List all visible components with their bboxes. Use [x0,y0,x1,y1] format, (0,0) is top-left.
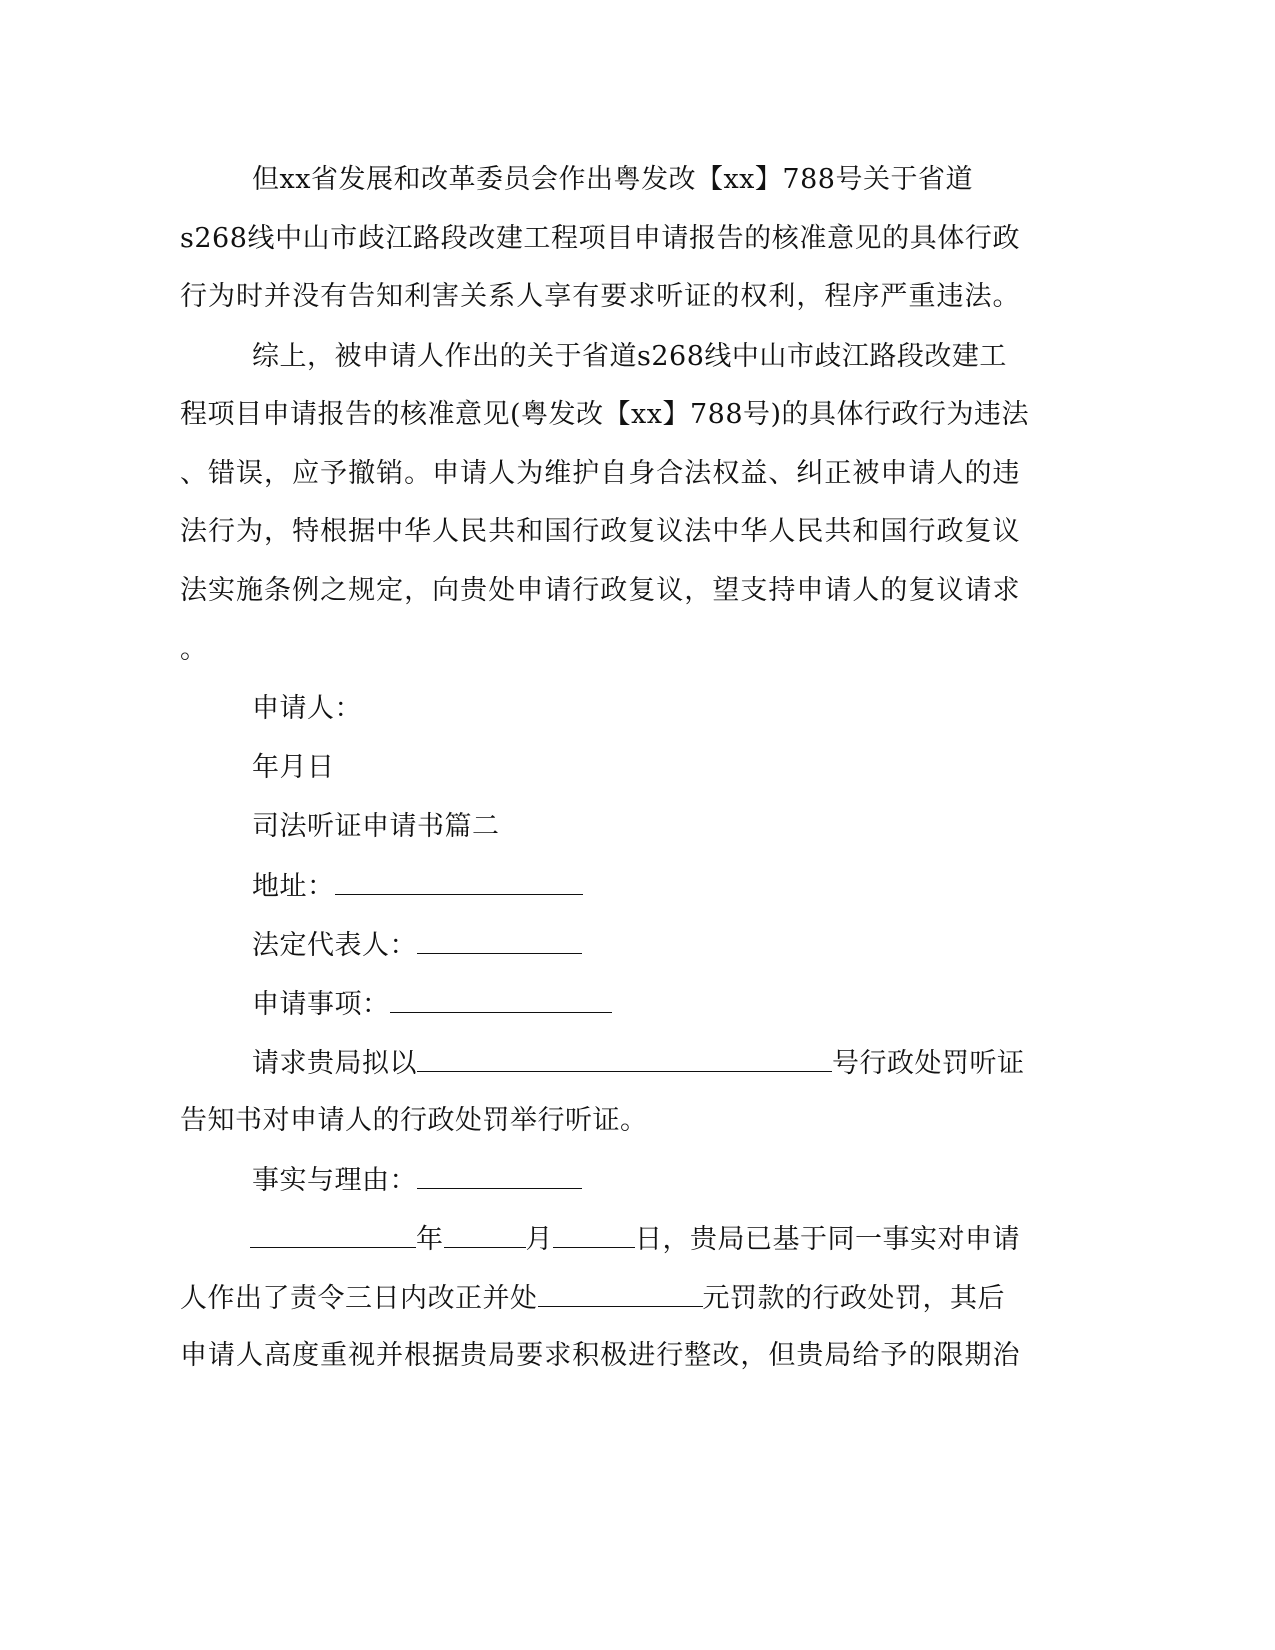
para2-line4: 法行为，特根据中华人民共和国行政复议法中华人民共和国行政复议 [180,516,1020,547]
month-blank [444,1221,526,1248]
facts-line2 [180,1280,1005,1316]
facts-line3: 申请人高度重视并根据贵局要求积极进行整改，但贵局给予的限期治 [180,1340,1020,1371]
para2-line2: 程项目申请报告的核准意见(粤发改【xx】788号)的具体行政行为违法 [180,399,1030,430]
month-text: 月 [525,1224,553,1255]
para1-line2: s268线中山市歧江路段改建工程项目申请报告的核准意见的具体行政 [180,223,1020,254]
para1-line1: 但xx省发展和改革委员会作出粤发改【xx】788号关于省道 [252,164,973,195]
para2-line5: 法实施条例之规定，向贵处申请行政复议，望支持申请人的复议请求 [180,575,1020,606]
para2-line1: 综上，被申请人作出的关于省道s268线中山市歧江路段改建工 [252,341,1007,372]
matter-row [252,986,612,1022]
para2-line3: 、错误，应予撤销。申请人为维护自身合法权益、纠正被申请人的违 [180,458,1020,489]
fine-blank [538,1280,703,1307]
request-blank [417,1045,832,1072]
legal-rep-blank [417,927,582,954]
facts-blank [417,1162,582,1189]
para2-line6: 。 [180,634,208,665]
day-blank [553,1221,635,1248]
section-title: 司法听证申请书篇二 [252,811,500,842]
request-prefix: 请求贵局拟以 [252,1048,417,1079]
facts-row [252,1162,582,1198]
day-text: 日，贵局已基于同一事实对申请 [635,1224,1020,1255]
year-blank [250,1221,416,1248]
facts-line1 [250,1221,1020,1257]
address-row [252,868,583,904]
date-label: 年月日 [252,752,335,783]
request-line1 [252,1045,1025,1081]
para1-line3: 行为时并没有告知利害关系人享有要求听证的权利，程序严重违法。 [180,281,1020,312]
facts-line2-prefix: 人作出了责令三日内改正并处 [180,1283,538,1314]
matter-blank [390,986,612,1013]
facts-label: 事实与理由： [252,1165,417,1196]
matter-label: 申请事项： [252,989,390,1020]
year-text: 年 [416,1224,444,1255]
request-suffix: 号行政处罚听证 [832,1048,1025,1079]
legal-rep-label: 法定代表人： [252,930,417,961]
facts-line2-suffix: 元罚款的行政处罚，其后 [702,1283,1005,1314]
applicant-label: 申请人： [252,693,362,724]
request-line2: 告知书对申请人的行政处罚举行听证。 [180,1105,648,1136]
legal-rep-row [252,927,582,963]
address-label: 地址： [252,871,335,902]
address-blank [335,868,583,895]
